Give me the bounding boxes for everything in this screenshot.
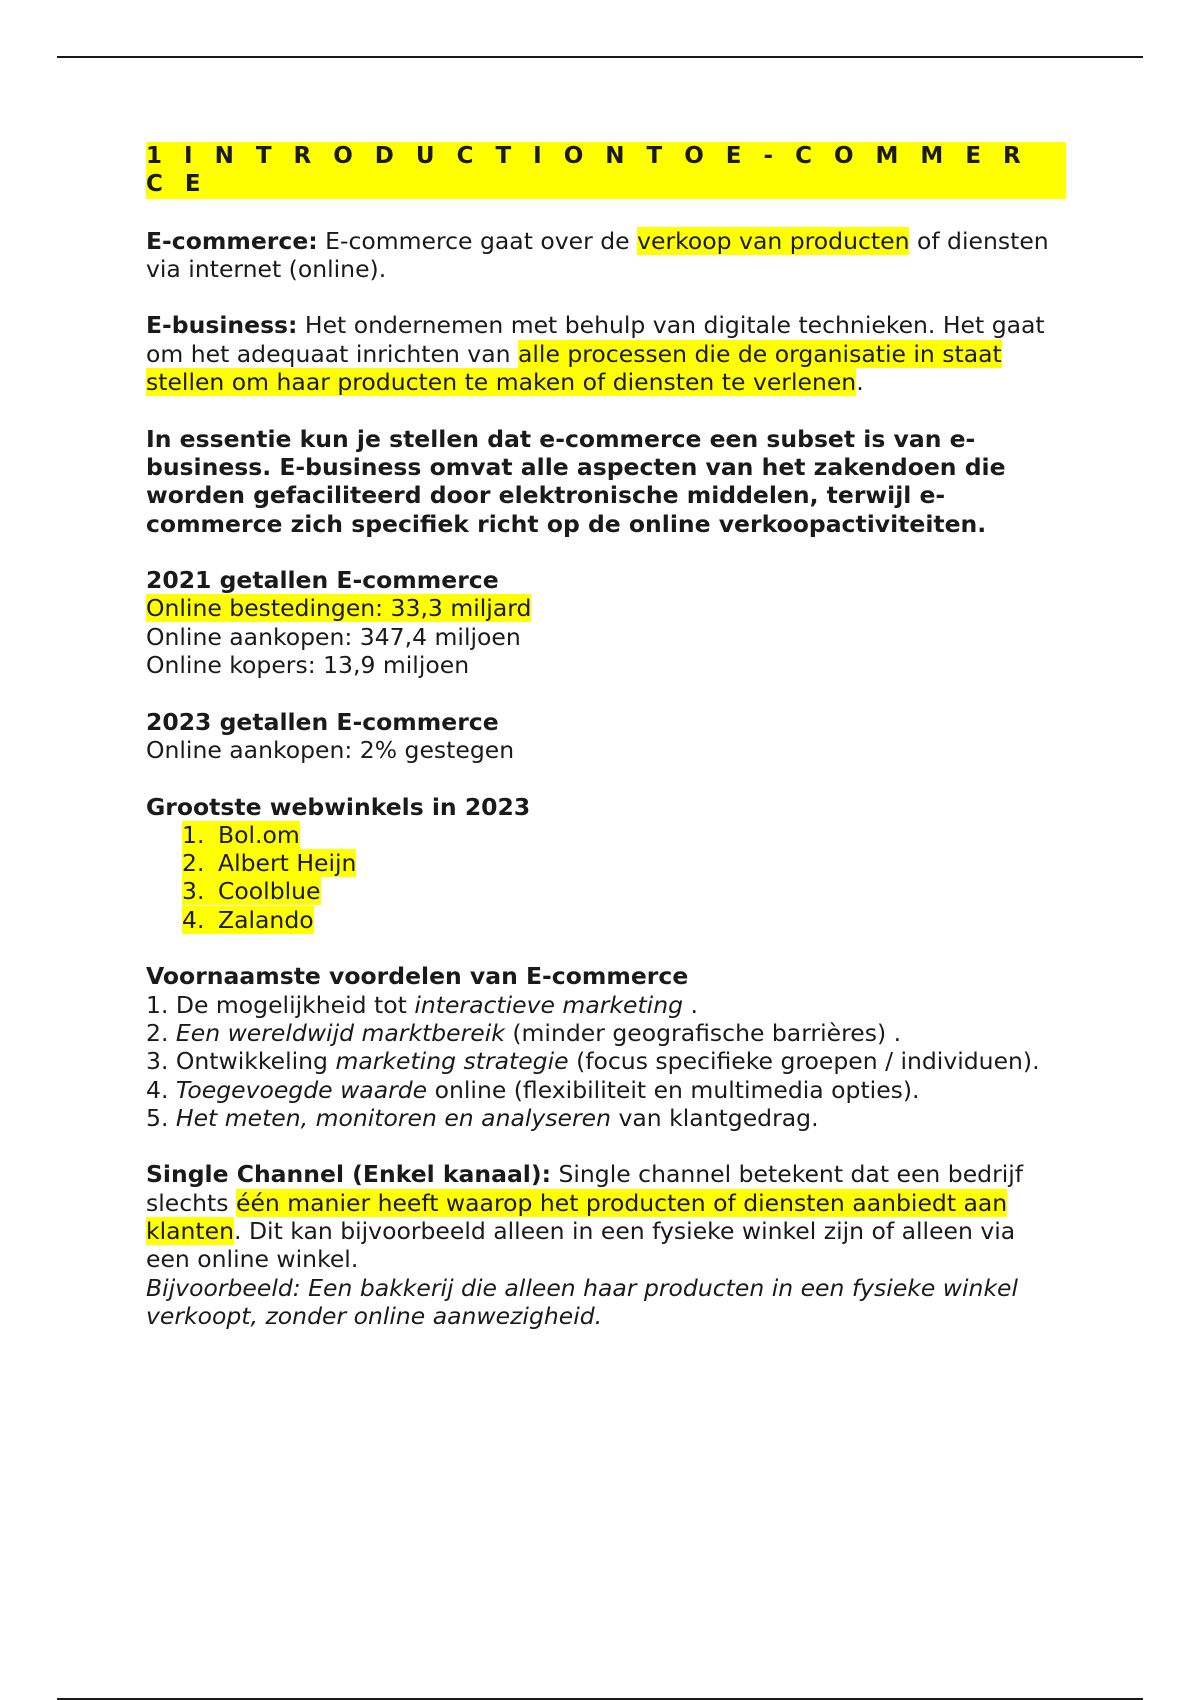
single-channel-example: Bijvoorbeeld: Een bakkerij die alleen haar producten in een fysieke winkel verkoopt, zonder online aanwezigheid. <box>146 1273 1019 1330</box>
single-channel-term: Single Channel (Enkel kanaal): <box>146 1160 551 1189</box>
ecommerce-highlight: verkoop van producten <box>637 226 910 255</box>
ecommerce-term: E-commerce: <box>146 226 318 255</box>
document-body <box>146 142 1066 1330</box>
ecommerce-definition <box>146 227 1066 284</box>
advantage-3: 3. Ontwikkeling marketing strategie (focus specifieke groepen / individuen). <box>146 1047 1040 1076</box>
ebusiness-post: . <box>856 368 864 397</box>
chapter-title: 1 I N T R O D U C T I O N T O E - C O M M E R C E <box>146 142 1066 199</box>
stats-2023-line-1: Online aankopen: 2% gestegen <box>146 735 515 764</box>
ecommerce-post: of diensten via internet (online). <box>146 226 1049 283</box>
stats-2023-heading: 2023 getallen E-commerce <box>146 707 499 736</box>
shops-heading: Grootste webwinkels in 2023 <box>146 792 531 821</box>
list-item: 4. Zalando <box>182 905 314 934</box>
stats-2021-line-1: Online bestedingen: 33,3 miljard <box>146 594 532 623</box>
list-item: 3. Coolblue <box>182 877 321 906</box>
advantage-4: 4. Toegevoegde waarde online (flexibiliteit en multimedia opties). <box>146 1075 920 1104</box>
list-item: 1. Bol.om <box>182 820 300 849</box>
stats-2021-heading: 2021 getallen E-commerce <box>146 566 499 595</box>
advantages-heading: Voornaamste voordelen van E-commerce <box>146 962 689 991</box>
ebusiness-pre: Het ondernemen met behulp van digitale technieken. Het gaat om het adequaat inrichten van <box>146 311 1045 368</box>
ecommerce-pre: E-commerce gaat over de <box>317 226 638 255</box>
ebusiness-highlight: alle processen die de organisatie in staat stellen om haar producten te maken of diensten te verlenen <box>146 339 1002 397</box>
advantage-2: 2. Een wereldwijd marktbereik (minder geografische barrières) . <box>146 1018 902 1047</box>
essence-paragraph <box>146 425 1066 538</box>
single-channel-highlight: één manier heeft waarop het producten of diensten aanbiedt aan klanten <box>146 1188 1008 1245</box>
essence-text: In essentie kun je stellen dat e-commerce een subset is van e-business. E-business omvat alle aspecten van het zakendoen die worden gefaciliteerd door elektronische middelen, terwijl e-commerce zich specifiek richt op de online verkoopactiviteiten. <box>146 424 1006 538</box>
top-rule <box>57 56 1143 58</box>
single-channel-definition: Single Channel (Enkel kanaal): Single channel betekent dat een bedrijf slechts één manier heeft waarop het producten of diensten aanbiedt aan klanten. Dit kan bijvoorbeeld alleen in een fysieke winkel zijn of alleen via een online winkel. <box>146 1160 1024 1274</box>
advantage-5: 5. Het meten, monitoren en analyseren van klantgedrag. <box>146 1103 819 1132</box>
advantage-1: 1. De mogelijkheid tot interactieve marketing . <box>146 990 698 1019</box>
ebusiness-definition <box>146 311 1066 396</box>
stats-2021-line-3: Online kopers: 13,9 miljoen <box>146 651 470 680</box>
stats-2021-line-2: Online aankopen: 347,4 miljoen <box>146 622 521 651</box>
ebusiness-term: E-business: <box>146 311 298 340</box>
list-item: 2. Albert Heijn <box>182 849 357 878</box>
